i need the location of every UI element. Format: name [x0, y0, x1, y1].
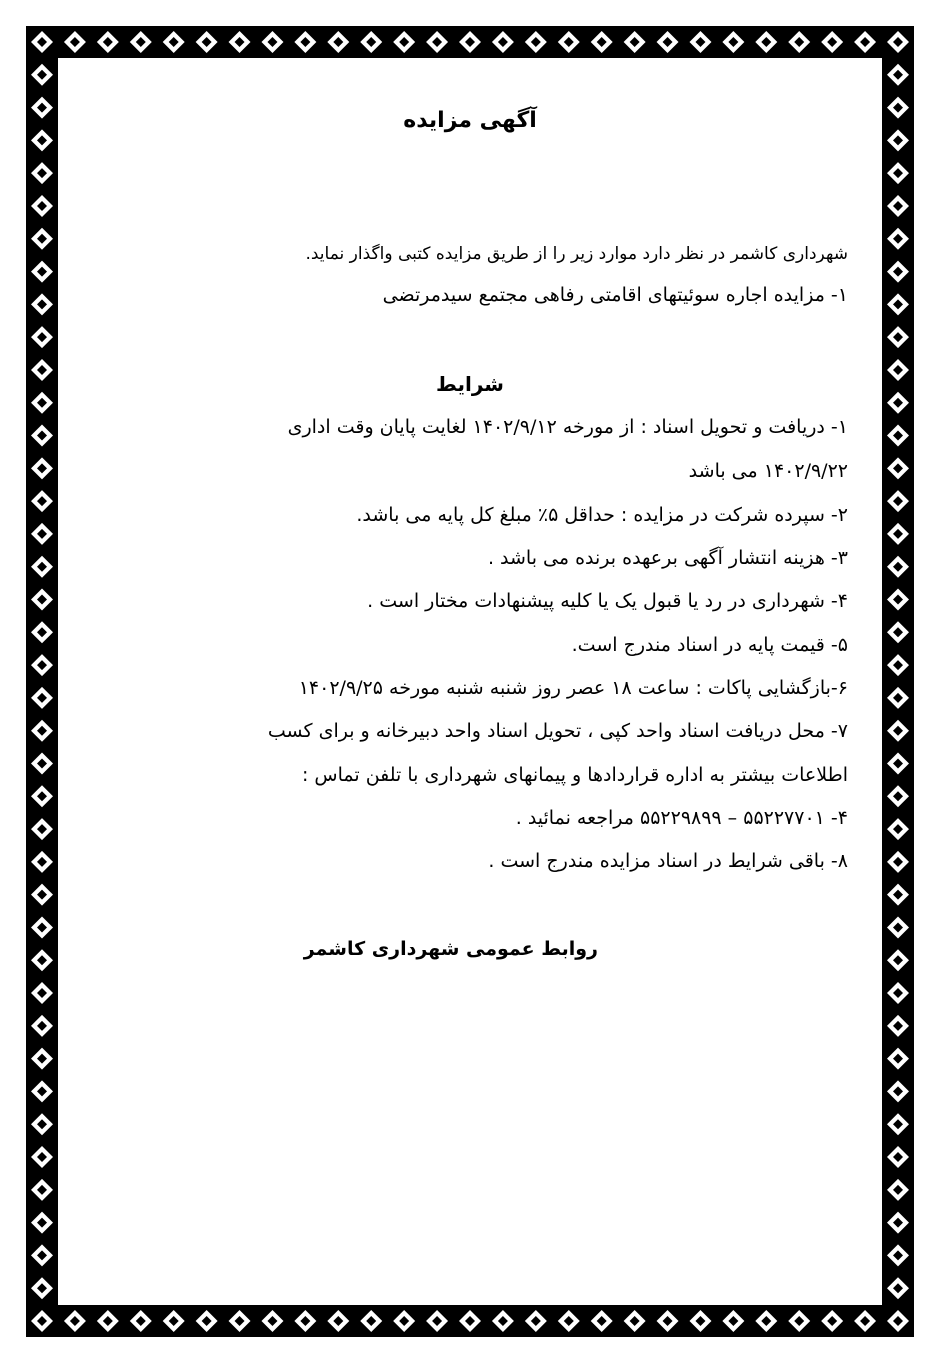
condition-line: ۳- هزینه انتشار آگهی برعهده برنده می باشد .	[487, 547, 848, 569]
condition-line: ۵- قیمت پایه در اسناد مندرج است.	[571, 634, 848, 656]
condition-line: ۲- سپرده شرکت در مزایده : حداقل ۵٪ مبلغ کل پایه می باشد.	[356, 504, 848, 526]
condition-line: ۸- باقی شرایط در اسناد مزایده مندرج است .	[488, 850, 848, 872]
condition-line: ۱- دریافت و تحویل اسناد : از مورخه ۱۴۰۲/۹/۱۲ لغایت پایان وقت اداری	[287, 416, 848, 438]
condition-line: ۴- شهرداری در رد یا قبول یک یا کلیه پیشنهادات مختار است .	[367, 590, 848, 612]
notice-page	[60, 58, 880, 1302]
notice-title: آگهی مزایده	[403, 108, 537, 133]
intro-paragraph: شهرداری کاشمر در نظر دارد موارد زیر را از طریق مزایده کتبی واگذار نماید.	[305, 244, 848, 264]
phone-numbers: ۴- ۵۵۲۲۷۷۰۱ – ۵۵۲۲۹۸۹۹ مراجعه نمائید .	[515, 807, 848, 829]
signature: روابط عمومی شهرداری کاشمر	[303, 938, 598, 960]
condition-line: ۶-بازگشایی پاکات : ساعت ۱۸ عصر روز شنبه شنبه مورخه ۱۴۰۲/۹/۲۵	[298, 677, 848, 699]
auction-item: ۱- مزایده اجاره سوئیتهای اقامتی رفاهی مجتمع سیدمرتضی	[382, 284, 848, 306]
condition-line: ۷- محل دریافت اسناد واحد کپی ، تحویل اسناد واحد دبیرخانه و برای کسب	[267, 720, 848, 742]
condition-line: اطلاعات بیشتر به اداره قراردادها و پیمانهای شهرداری با تلفن تماس :	[301, 764, 848, 786]
condition-line: ۱۴۰۲/۹/۲۲ می باشد	[688, 460, 848, 482]
conditions-heading: شرایط	[436, 372, 504, 396]
